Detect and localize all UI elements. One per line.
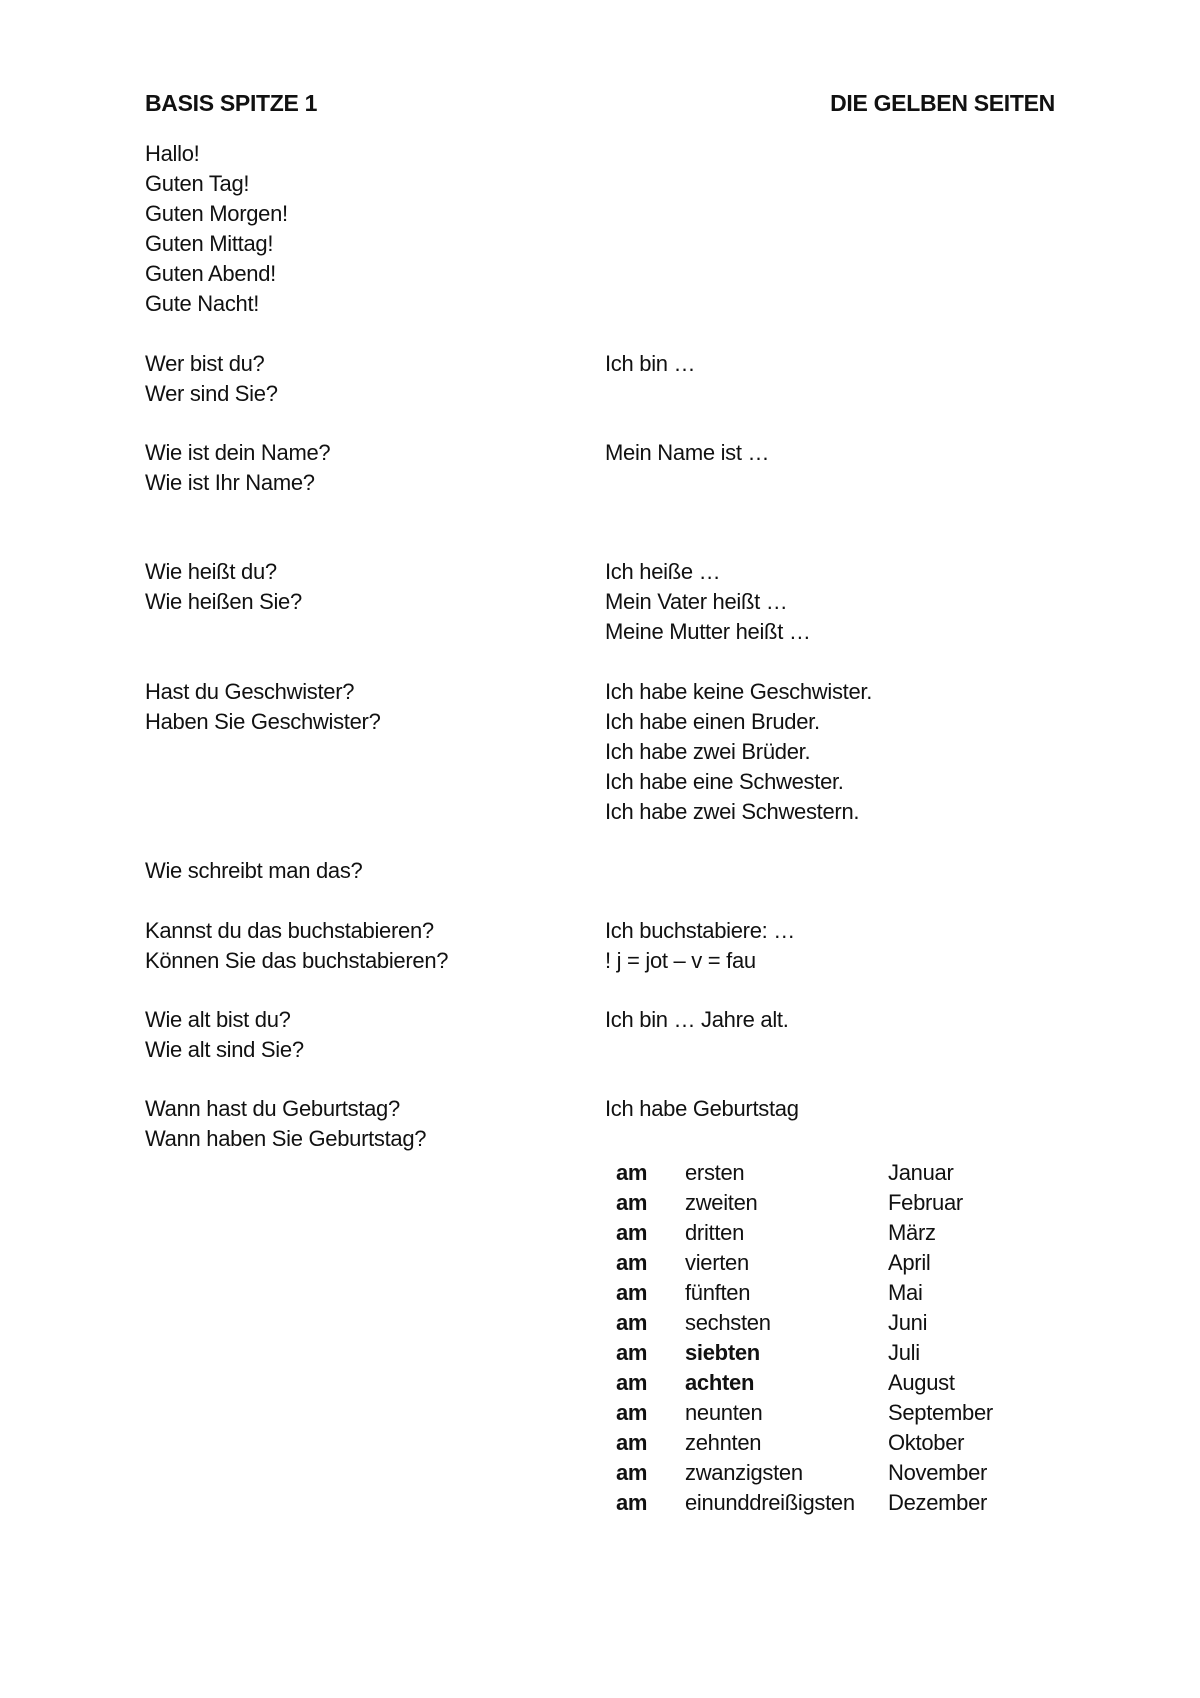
date-am: am (616, 1460, 648, 1485)
date-month: Februar (888, 1190, 963, 1215)
answer-line: Ich habe einen Bruder. (605, 709, 820, 734)
answer-line: Ich habe Geburtstag (605, 1096, 799, 1121)
date-ordinal: neunten (685, 1400, 763, 1425)
date-ordinal: sechsten (685, 1310, 771, 1335)
question-line: Haben Sie Geschwister? (145, 709, 381, 734)
answer-line: Ich habe zwei Brüder. (605, 739, 811, 764)
answer-line: Mein Name ist … (605, 440, 770, 465)
answer-line: Ich habe zwei Schwestern. (605, 799, 860, 824)
question-line: Kannst du das buchstabieren? (145, 918, 434, 943)
date-am: am (616, 1190, 648, 1215)
answer-line: Ich habe eine Schwester. (605, 769, 844, 794)
date-am: am (616, 1310, 648, 1335)
date-ordinal: siebten (685, 1340, 760, 1365)
date-ordinal: zweiten (685, 1190, 758, 1215)
date-am: am (616, 1340, 648, 1365)
answer-line: Ich habe keine Geschwister. (605, 679, 873, 704)
greeting-line: Guten Tag! (145, 171, 250, 196)
date-ordinal: fünften (685, 1280, 751, 1305)
date-month: August (888, 1370, 955, 1395)
question-line: Wer bist du? (145, 351, 265, 376)
question-line: Wie ist dein Name? (145, 440, 331, 465)
answer-line: ! j = jot – v = fau (605, 948, 756, 973)
date-am: am (616, 1490, 648, 1515)
question-line: Wie alt sind Sie? (145, 1037, 304, 1062)
date-am: am (616, 1370, 648, 1395)
date-month: Dezember (888, 1490, 988, 1515)
date-month: April (888, 1250, 931, 1275)
question-line: Hast du Geschwister? (145, 679, 355, 704)
question-line: Wie alt bist du? (145, 1007, 291, 1032)
date-month: März (888, 1220, 936, 1245)
greeting-line: Guten Mittag! (145, 231, 274, 256)
answer-line: Ich heiße … (605, 559, 721, 584)
date-am: am (616, 1220, 648, 1245)
date-am: am (616, 1160, 648, 1185)
page-title: BASIS SPITZE 1 (145, 90, 318, 116)
date-ordinal: einunddreißigsten (685, 1490, 855, 1515)
date-month: Januar (888, 1160, 954, 1185)
date-ordinal: ersten (685, 1160, 745, 1185)
date-month: September (888, 1400, 993, 1425)
question-line: Wie heißen Sie? (145, 589, 302, 614)
greeting-line: Hallo! (145, 141, 200, 166)
date-month: Mai (888, 1280, 923, 1305)
answer-line: Ich bin … Jahre alt. (605, 1007, 789, 1032)
date-am: am (616, 1280, 648, 1305)
date-ordinal: zehnten (685, 1430, 762, 1455)
greeting-line: Guten Abend! (145, 261, 276, 286)
date-am: am (616, 1430, 648, 1455)
date-month: Juli (888, 1340, 920, 1365)
question-line: Können Sie das buchstabieren? (145, 948, 449, 973)
date-ordinal: dritten (685, 1220, 745, 1245)
question-line: Wie heißt du? (145, 559, 277, 584)
date-am: am (616, 1250, 648, 1275)
date-ordinal: vierten (685, 1250, 749, 1275)
answer-line: Meine Mutter heißt … (605, 619, 811, 644)
answer-line: Mein Vater heißt … (605, 589, 788, 614)
section-title: DIE GELBEN SEITEN (830, 90, 1055, 116)
answer-line: Ich bin … (605, 351, 696, 376)
date-am: am (616, 1400, 648, 1425)
date-ordinal: zwanzigsten (685, 1460, 803, 1485)
question-line: Wie ist Ihr Name? (145, 470, 315, 495)
date-month: Juni (888, 1310, 928, 1335)
question-line: Wann hast du Geburtstag? (145, 1096, 400, 1121)
greeting-line: Guten Morgen! (145, 201, 288, 226)
question-line: Wann haben Sie Geburtstag? (145, 1126, 427, 1151)
question-line: Wie schreibt man das? (145, 858, 363, 883)
question-line: Wer sind Sie? (145, 381, 278, 406)
date-month: Oktober (888, 1430, 965, 1455)
greeting-line: Gute Nacht! (145, 291, 260, 316)
answer-line: Ich buchstabiere: … (605, 918, 795, 943)
date-ordinal: achten (685, 1370, 755, 1395)
date-month: November (888, 1460, 988, 1485)
